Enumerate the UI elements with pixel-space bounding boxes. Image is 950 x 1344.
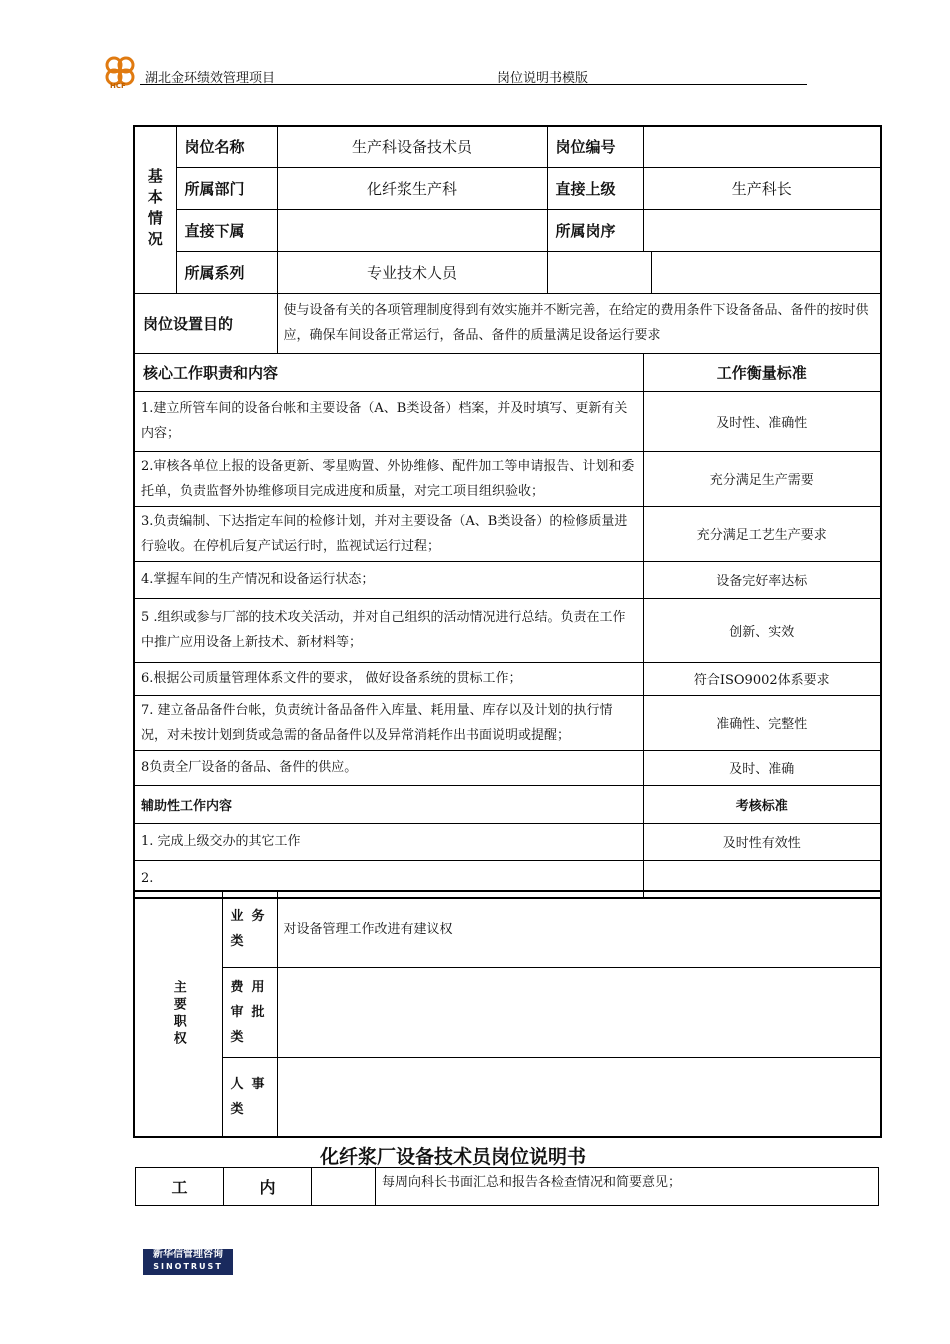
work-col-3 <box>312 1168 376 1206</box>
post-name-label: 岗位名称 <box>176 126 277 167</box>
job-description-table <box>133 125 882 899</box>
aux-std-1: 及时性有效性 <box>643 823 881 860</box>
work-col-2: 内 <box>224 1168 312 1206</box>
post-no-value <box>643 126 881 167</box>
core-std-1: 及时性、准确性 <box>643 391 881 451</box>
core-duties-header: 核心工作职责和内容 <box>134 353 643 391</box>
core-std-8: 及时、准确 <box>643 750 881 785</box>
header-doc-type: 岗位说明书模版 <box>497 71 589 86</box>
core-std-3: 充分满足工艺生产要求 <box>643 506 881 561</box>
work-col-1: 工 <box>136 1168 224 1206</box>
brand-en: SINOTRUST <box>153 1262 223 1271</box>
purpose-text: 使与设备有关的各项管理制度得到有效实施并不断完善，在给定的费用条件下设备备品、备件的按时供应，确保车间设备正常运行，备品、备件的质量满足设备运行要求 <box>277 293 881 353</box>
series-value: 专业技术人员 <box>277 251 547 293</box>
series-label: 所属系列 <box>176 251 277 293</box>
authority-table <box>133 890 882 1138</box>
dept-label: 所属部门 <box>176 167 277 209</box>
authority-type-hr: 人事类 <box>222 1057 277 1137</box>
subordinate-value <box>277 209 547 251</box>
core-duty-1: 1.建立所管车间的设备台帐和主要设备（A、B类设备）档案，并及时填写、更新有关内容； <box>134 391 643 451</box>
core-std-7: 准确性、完整性 <box>643 695 881 750</box>
authority-label: 主要职权 <box>134 891 222 1137</box>
series-blank <box>547 251 651 293</box>
core-duty-3: 3.负责编制、下达指定车间的检修计划，并对主要设备（A、B类设备）的检修质量进行验收。在停机后复产试运行时，监视试运行过程； <box>134 506 643 561</box>
subordinate-label: 直接下属 <box>176 209 277 251</box>
dept-value: 化纤浆生产科 <box>277 167 547 209</box>
sequence-label: 所属岗序 <box>547 209 643 251</box>
core-duty-5: 5 .组织或参与厂部的技术攻关活动，并对自己组织的活动情况进行总结。负责在工作中推广应用设备上新技术、新材料等； <box>134 598 643 662</box>
document-title: 化纤浆厂设备技术员岗位说明书 <box>320 1146 587 1168</box>
work-content-table <box>135 1167 879 1206</box>
post-name-value: 生产科设备技术员 <box>277 126 547 167</box>
core-duty-8: 8负责全厂设备的备品、备件的供应。 <box>134 750 643 785</box>
authority-expense-text <box>277 967 881 1057</box>
core-std-4: 设备完好率达标 <box>643 561 881 598</box>
aux-duties-header: 辅助性工作内容 <box>134 785 643 823</box>
core-duty-6: 6.根据公司质量管理体系文件的要求， 做好设备系统的贯标工作； <box>134 662 643 695</box>
authority-type-expense: 费用审批类 <box>222 967 277 1057</box>
core-duty-2: 2.审核各单位上报的设备更新、零星购置、外协维修、配件加工等申请报告、计划和委托单，负责监督外协维修项目完成进度和质量，对完工项目组织验收； <box>134 451 643 506</box>
post-no-label: 岗位编号 <box>547 126 643 167</box>
authority-type-business: 业务类 <box>222 891 277 967</box>
core-duty-4: 4.掌握车间的生产情况和设备运行状态； <box>134 561 643 598</box>
aux-duty-2: 2. <box>134 860 643 898</box>
aux-duty-1: 1. 完成上级交办的其它工作 <box>134 823 643 860</box>
header-company: 湖北金环绩效管理项目 <box>145 71 276 86</box>
header-rule <box>140 84 807 85</box>
core-std-header: 工作衡量标准 <box>643 353 881 391</box>
authority-hr-text <box>277 1057 881 1137</box>
logo-text: HCF <box>110 82 126 90</box>
sinotrust-logo <box>143 1249 233 1275</box>
aux-std-header: 考核标准 <box>643 785 881 823</box>
work-content-text: 每周向科长书面汇总和报告各检查情况和简要意见； <box>376 1168 879 1206</box>
basic-info-label: 基本情况 <box>134 126 176 293</box>
core-std-2: 充分满足生产需要 <box>643 451 881 506</box>
sequence-value <box>643 209 881 251</box>
purpose-label: 岗位设置目的 <box>134 293 277 353</box>
series-blank-2 <box>651 251 881 293</box>
superior-value: 生产科长 <box>643 167 881 209</box>
core-std-6: 符合ISO9002体系要求 <box>643 662 881 695</box>
core-duty-7: 7. 建立备品备件台帐，负责统计备品备件入库量、耗用量、库存以及计划的执行情况，对未按计划到货或急需的备品备件以及异常消耗作出书面说明或提醒； <box>134 695 643 750</box>
core-std-5: 创新、实效 <box>643 598 881 662</box>
superior-label: 直接上级 <box>547 167 643 209</box>
brand-cn: 新华信管理咨询 <box>153 1249 223 1260</box>
authority-business-text: 对设备管理工作改进有建议权 <box>277 891 881 967</box>
